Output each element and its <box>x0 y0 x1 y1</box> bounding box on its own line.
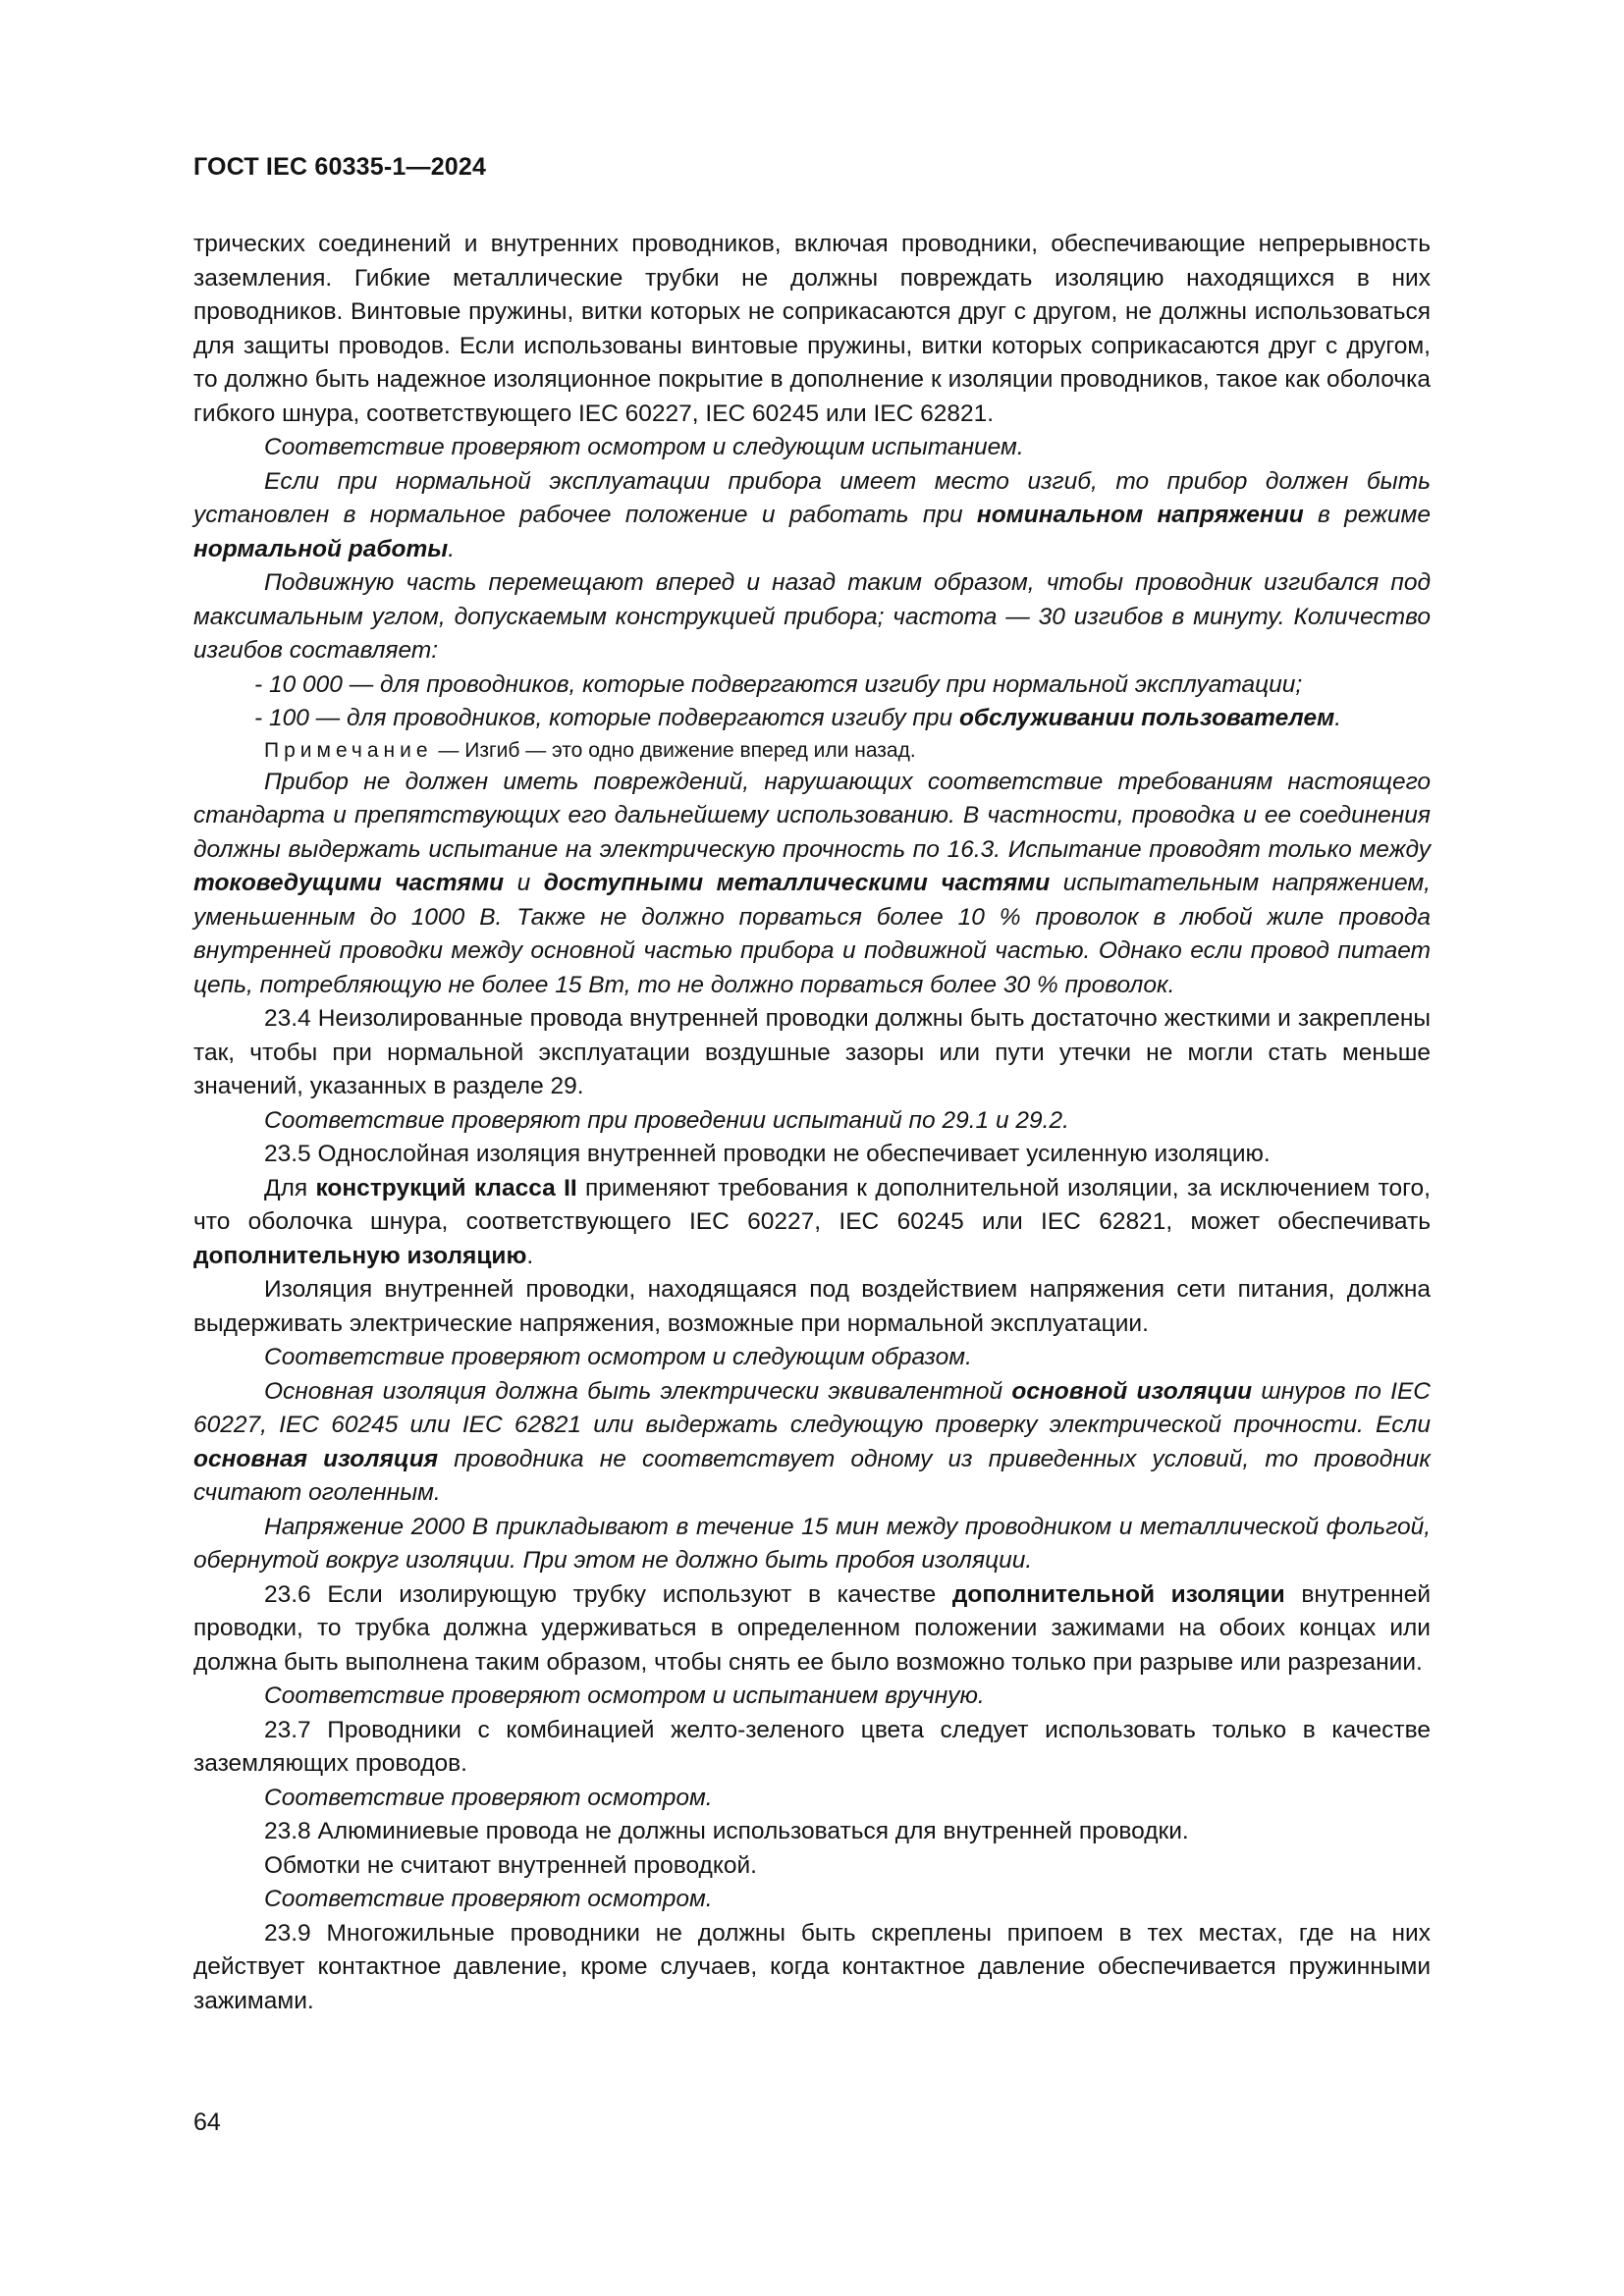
paragraph: Обмотки не считают внутренней проводкой. <box>264 1851 757 1879</box>
compliance-paragraph: Соответствие проверяют осмотром. <box>264 1886 713 1912</box>
note-text: — Изгиб — это одно движение вперед или назад. <box>432 738 916 762</box>
defined-term: обслуживании пользователем <box>958 705 1335 731</box>
compliance-paragraph: Соответствие проверяют осмотром и следующим образом. <box>264 1344 972 1370</box>
paragraph: Изоляция внутренней проводки, находящаяся под воздействием напряжения сети питания, должна выдерживать электрические напряжения, возможные при нормальной эксплуатации. <box>193 1276 1431 1337</box>
defined-term: нормальной работы <box>193 535 449 562</box>
clause-23-4: 23.4 Неизолированные провода внутренней проводки должны быть достаточно жесткими и закреплены так, чтобы при нормальной эксплуатации воздушные зазоры или пути утечки не могли стать меньше значений, указанных в разделе 29. <box>193 1005 1431 1099</box>
paragraph: Подвижную часть перемещают вперед и назад таким образом, чтобы проводник изгибался под максимальным углом, допускаемым конструкцией прибора; частота — 30 изгибов в минуту. Количество изгибов составляет: <box>193 569 1431 664</box>
clause-23-9: 23.9 Многожильные проводники не должны быть скреплены припоем в тех местах, где на них действует контактное давление, кроме случаев, когда контактное давление обеспечивается пружинными зажимами. <box>193 1919 1431 2014</box>
paragraph: трических соединений и внутренних проводников, включая проводники, обеспечивающие непрерывность заземления. Гибкие металлические трубки не должны повреждать изоляцию находящихся в них проводников. Винтовые пружины, витки которых не соприкасаются друг с другом, не должны использоваться для защиты проводов. Если использованы винтовые пружины, витки которых соприкасаются друг с другом, то должно быть надежное изоляционное покрытие в дополнение к изоляции проводников, такое как оболочка гибкого шнура, соответствующего IEC 60227, IEC 60245 или IEC 62821. <box>193 231 1431 427</box>
bend-count-list <box>193 668 1431 736</box>
compliance-paragraph: Соответствие проверяют осмотром. <box>264 1784 713 1811</box>
document-header: ГОСТ IEC 60335-1—2024 <box>193 153 487 181</box>
defined-term: номинальном напряжении <box>976 502 1304 528</box>
list-item: - 10 000 — для проводников, которые подвергаются изгибу при нормальной эксплуатации; <box>254 670 1303 698</box>
list-item: - 100 — для проводников, которые подвергаются изгибу при обслуживании пользователем. <box>254 705 1342 731</box>
page-number: 64 <box>193 2109 221 2136</box>
paragraph: Прибор не должен иметь повреждений, нарушающих соответствие требованиям настоящего стандарта и препятствующих его дальнейшему использованию. В частности, проводка и ее соединения должны выдержать испытание на электрическую прочность по 16.3. Испытание проводят только между токоведущими частями и доступными металлическими частями испытательным напряжением, уменьшенным до 1000 В. Также не должно порваться более 10 % проволок в любой жиле провода внутренней проводки между основной частью прибора и подвижной частью. Однако если провод питает цепь, потребляющую не более 15 Вт, то не должно порваться более 30 % проволок. <box>193 768 1431 998</box>
compliance-paragraph: Соответствие проверяют осмотром и испытанием вручную. <box>264 1682 985 1709</box>
defined-term: основная изоляция <box>193 1445 439 1472</box>
defined-term: дополнительной изоляции <box>951 1580 1285 1608</box>
defined-term: основной изоляции <box>1011 1377 1253 1405</box>
defined-term: токоведущими частями <box>193 870 505 896</box>
defined-term: доступными металлическими частями <box>543 870 1051 896</box>
compliance-paragraph: Соответствие проверяют осмотром и следующим испытанием. <box>264 434 1024 460</box>
note-label: Примечание <box>264 738 433 762</box>
clause-23-7: 23.7 Проводники с комбинацией желто-зеленого цвета следует использовать только в качестве заземляющих проводов. <box>193 1716 1431 1777</box>
compliance-paragraph: Соответствие проверяют при проведении испытаний по 29.1 и 29.2. <box>264 1106 1069 1134</box>
note <box>193 736 1431 766</box>
paragraph: Основная изоляция должна быть электрически эквивалентной основной изоляции шнуров по IEC 60227, IEC 60245 или IEC 62821 или выдержать следующую проверку электрической прочности. Если основная изоляция проводника не соответствует одному из приведенных условий, то проводник считают оголенным. <box>193 1377 1432 1506</box>
clause-23-6: 23.6 Если изолирующую трубку используют в качестве дополнительной изоляции внутренней проводки, то трубка должна удерживаться в определенном положении зажимами на обоих концах или должна быть выполнена таким образом, чтобы снять ее было возможно только при разрыве или разрезании. <box>193 1580 1432 1676</box>
defined-term: конструкций класса II <box>315 1174 577 1201</box>
clause-23-5: 23.5 Однослойная изоляция внутренней проводки не обеспечивает усиленную изоляцию. <box>264 1141 1271 1167</box>
defined-term: дополнительную изоляцию <box>193 1242 527 1269</box>
paragraph: Напряжение 2000 В прикладывают в течение 15 мин между проводником и металлической фольгой, обернутой вокруг изоляции. При этом не должно быть пробоя изоляции. <box>193 1513 1431 1574</box>
clause-23-8: 23.8 Алюминиевые провода не должны использоваться для внутренней проводки. <box>264 1818 1189 1844</box>
document-body <box>193 228 1431 2018</box>
paragraph: Если при нормальной эксплуатации прибора имеет место изгиб, то прибор должен быть установлен в нормальное рабочее положение и работать при номинальном напряжении в режиме нормальной работы. <box>193 467 1431 562</box>
paragraph: Для конструкций класса II применяют требования к дополнительной изоляции, за исключением того, что оболочка шнура, соответствующего IEC 60227, IEC 60245 или IEC 62821, может обеспечивать дополнительную изоляцию. <box>193 1174 1431 1269</box>
